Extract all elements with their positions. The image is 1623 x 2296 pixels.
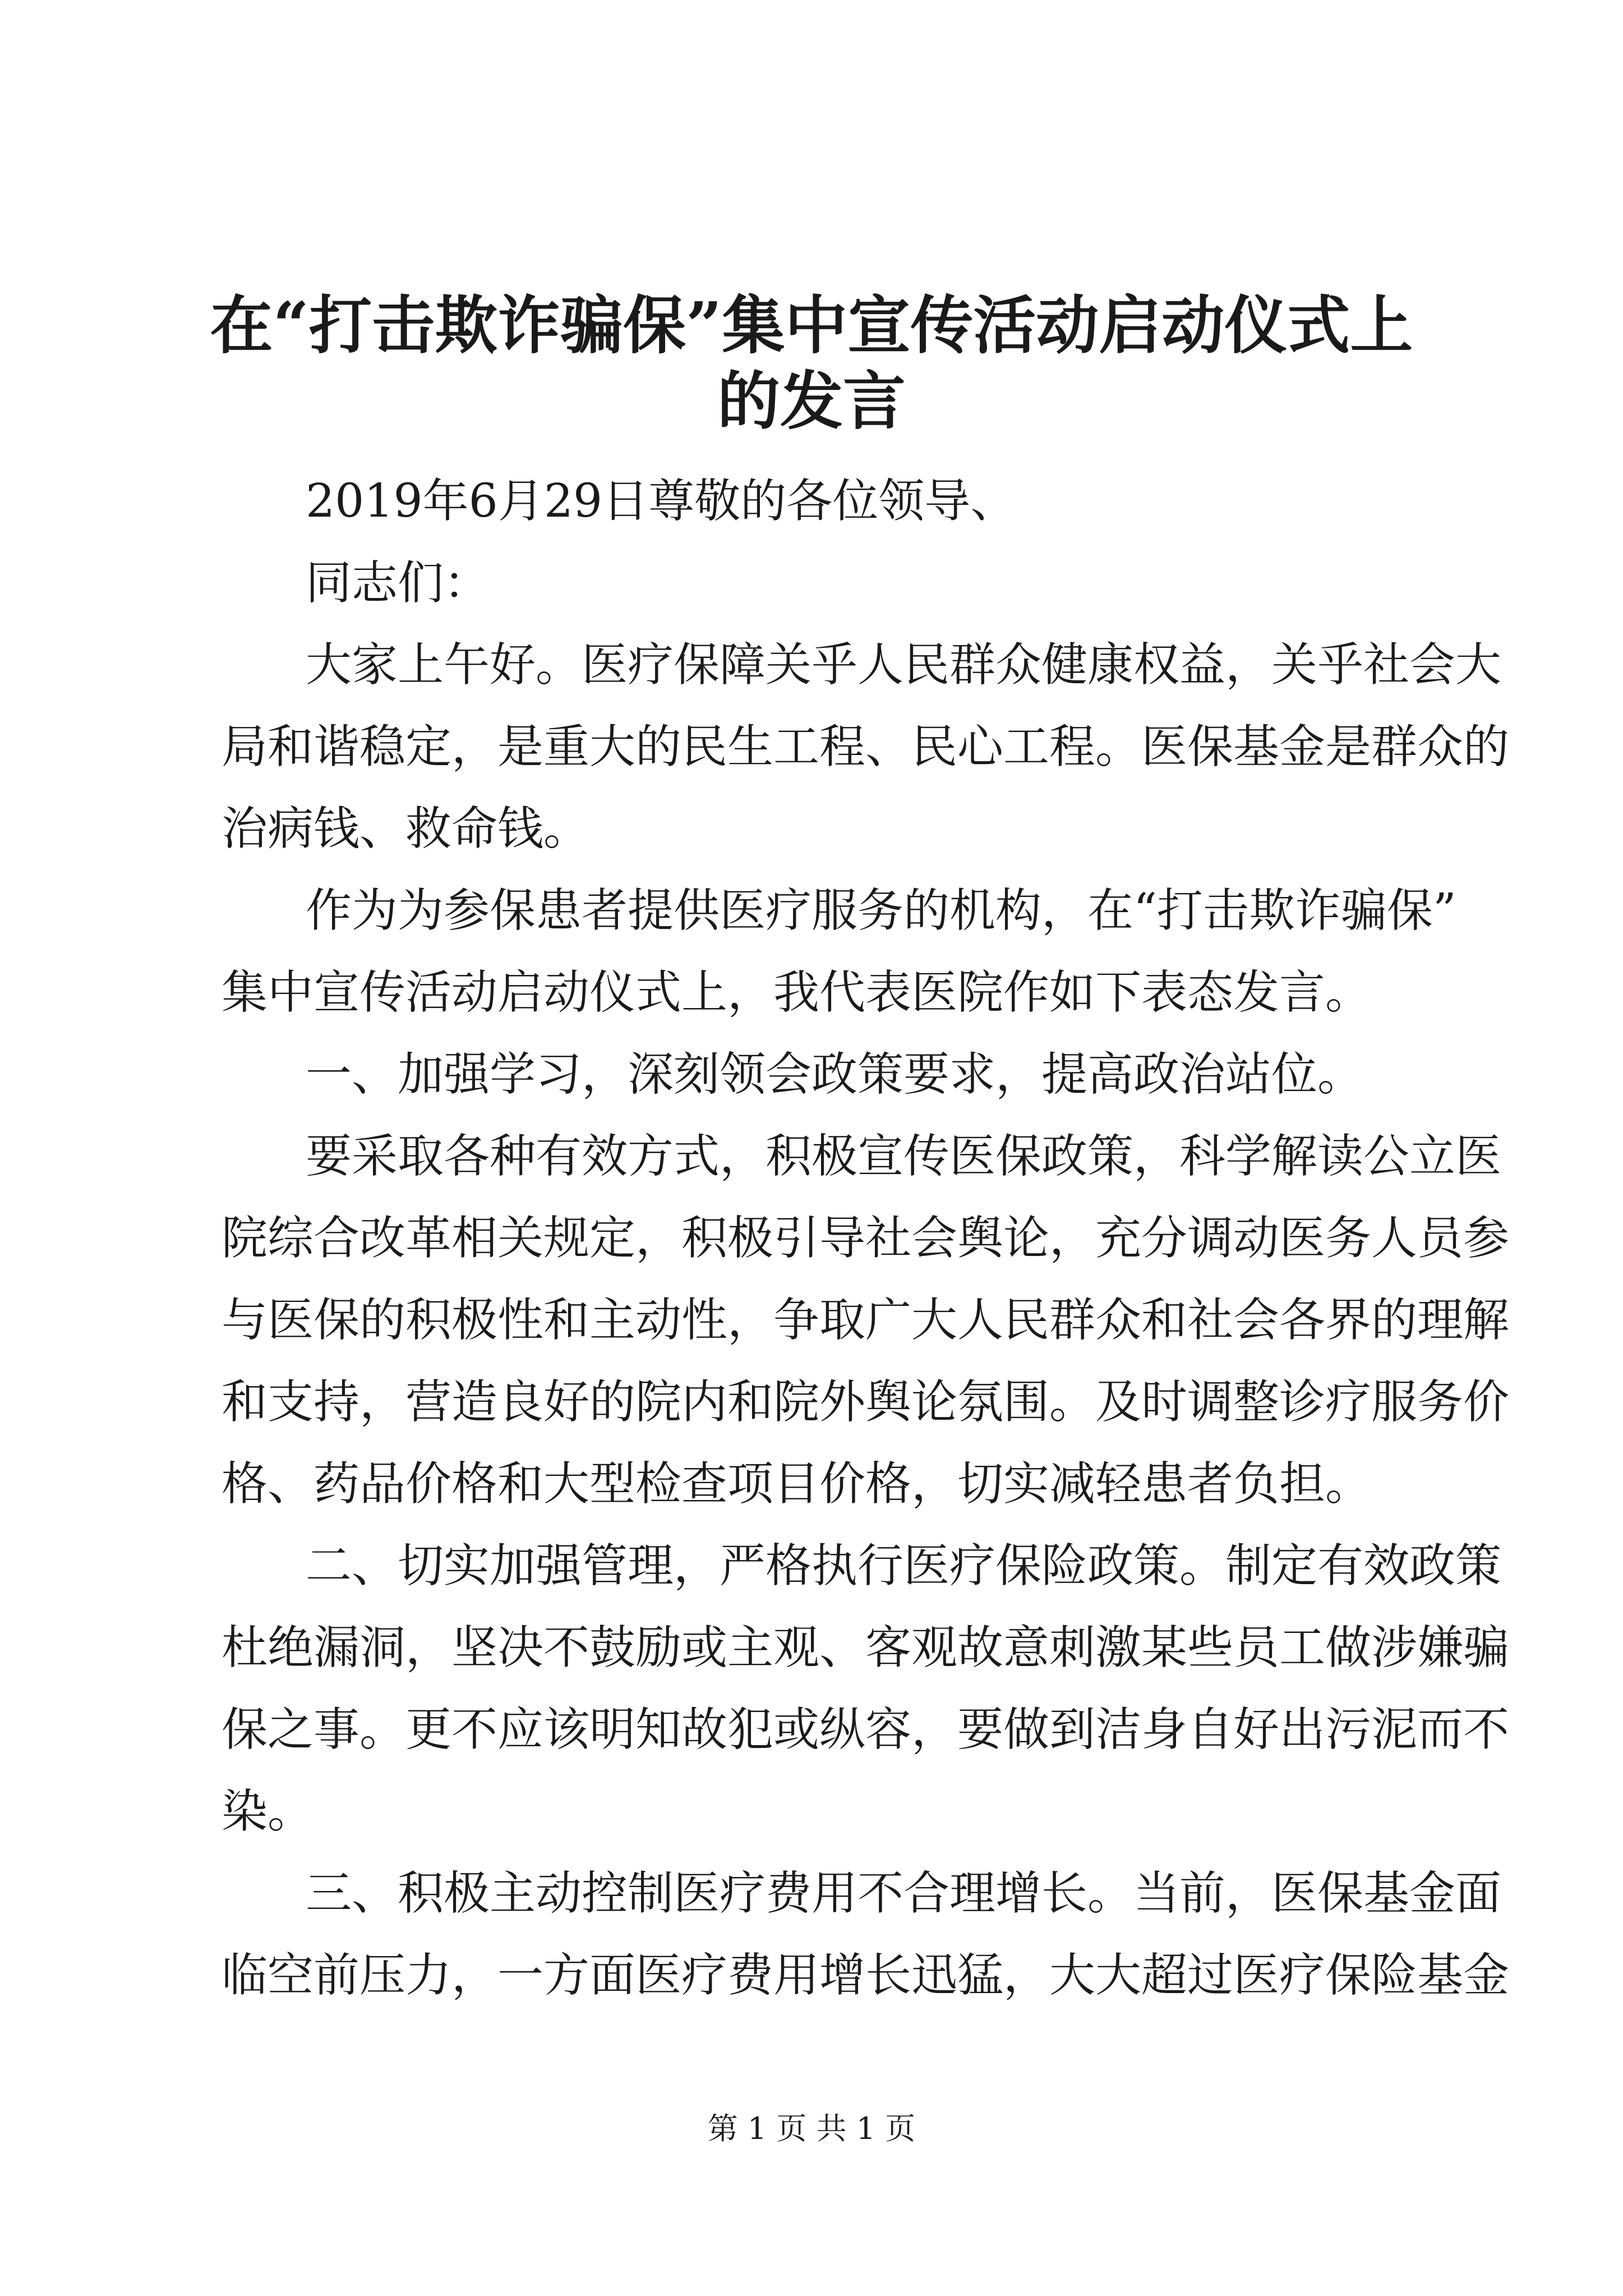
paragraph-line: 大家上午好。医疗保障关乎人民群众健康权益，关乎社会大 [306,638,1502,692]
salutation-line: 同志们： [306,556,490,610]
section-heading-3: 三、积极主动控制医疗费用不合理增长。当前，医保基金面 [306,1867,1502,1920]
page-number-footer: 第 1 页 共 1 页 [707,2111,916,2146]
section-heading-2: 二、切实加强管理，严格执行医疗保险政策。制定有效政策 [306,1539,1502,1593]
document-title-line-2: 的发言 [717,365,906,438]
paragraph-line: 格、药品价格和大型检查项目价格，切实减轻患者负担。 [222,1457,1372,1511]
section-heading-1: 一、加强学习，深刻领会政策要求，提高政治站位。 [306,1048,1364,1101]
paragraph-line: 与医保的积极性和主动性，争取广大人民群众和社会各界的理解 [222,1294,1510,1347]
paragraph-line: 院综合改革相关规定，积极引导社会舆论，充分调动医务人员参 [222,1212,1510,1265]
paragraph-line: 治病钱、救命钱。 [222,802,590,855]
paragraph-line: 作为为参保患者提供医疗服务的机构，在“打击欺诈骗保” [306,884,1456,937]
paragraph-line: 要采取各种有效方式，积极宣传医保政策，科学解读公立医 [306,1130,1502,1183]
date-salutation-line: 2019年6月29日尊敬的各位领导、 [306,475,1017,528]
paragraph-line: 集中宣传活动启动仪式上，我代表医院作如下表态发言。 [222,966,1372,1019]
paragraph-line: 杜绝漏洞，坚决不鼓励或主观、客观故意刺激某些员工做涉嫌骗 [222,1621,1510,1674]
paragraph-line: 染。 [222,1785,314,1838]
paragraph-line: 保之事。更不应该明知故犯或纵容，要做到洁身自好出污泥而不 [222,1703,1510,1756]
document-title-line-1: 在“打击欺诈骗保”集中宣传活动启动仪式上 [210,289,1413,362]
paragraph-line: 和支持，营造良好的院内和院外舆论氛围。及时调整诊疗服务价 [222,1375,1510,1429]
paragraph-line: 临空前压力，一方面医疗费用增长迅猛，大大超过医疗保险基金 [222,1949,1510,2002]
paragraph-line: 局和谐稳定，是重大的民生工程、民心工程。医保基金是群众的 [222,720,1510,774]
